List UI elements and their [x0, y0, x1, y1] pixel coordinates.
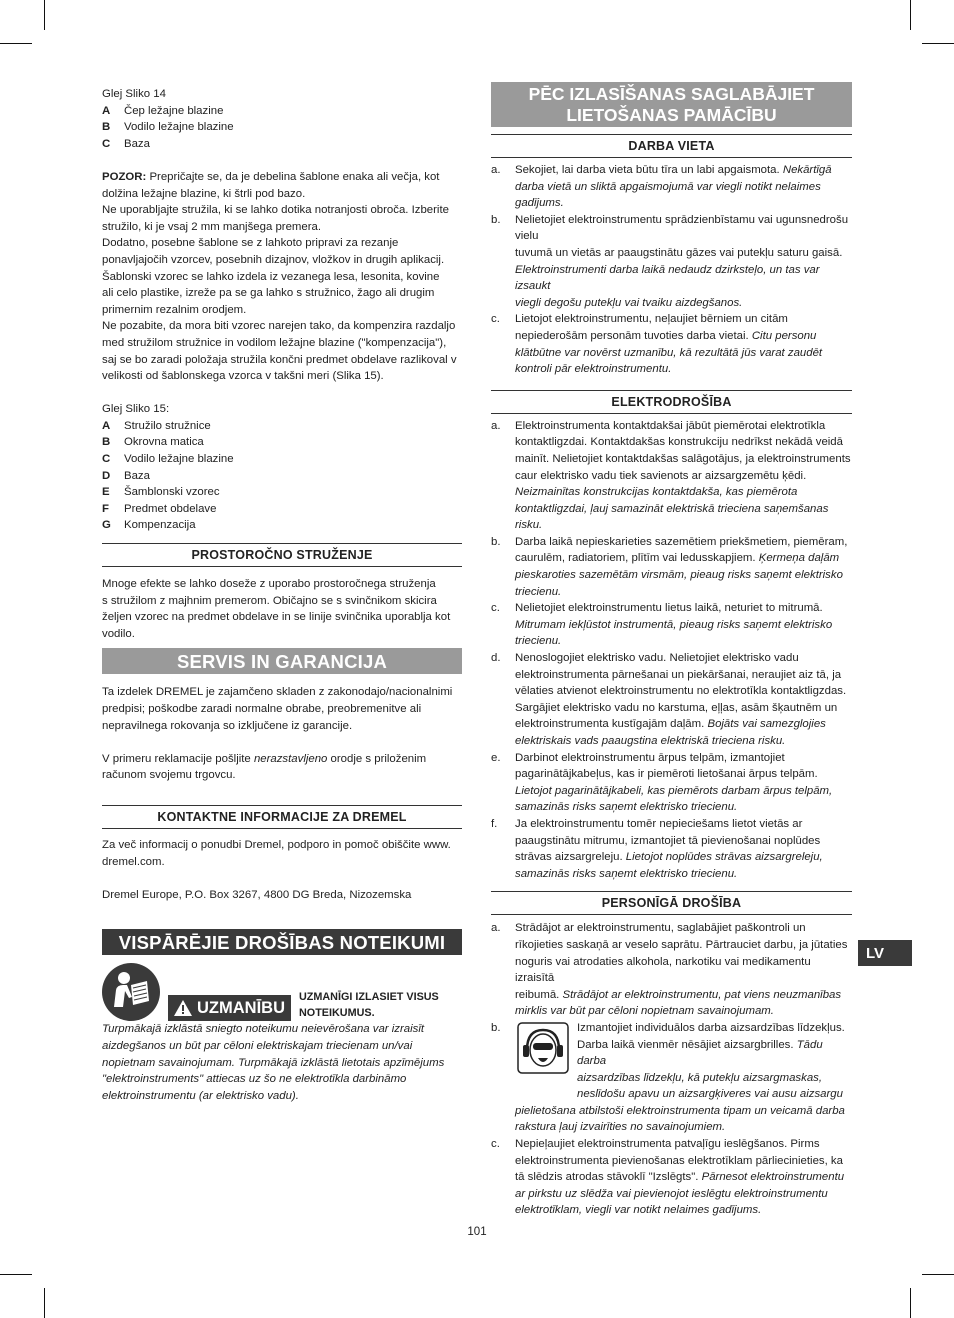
text-line [515, 501, 852, 534]
warning-text: UZMANĪGI IZLASIET VISUS NOTEIKUMUS. [299, 991, 439, 1020]
text-line [515, 328, 852, 345]
text-line: Ne uporabljajte stružila, ki se lahko dotika notranjosti obroča. Izberite [102, 204, 449, 217]
text-line: Mnoge efekte se lahko doseže z uporabo prostoročnega struženja [102, 578, 436, 591]
legend-key: E [102, 486, 110, 499]
text-line: Ne pozabite, da mora biti vzorec narejen tako, da kompenzira razdaljo [102, 320, 456, 333]
item-text [515, 534, 852, 600]
legend-key: G [102, 519, 111, 532]
legend-key: A [102, 419, 111, 432]
text-run: Izmantojiet individuālos darba aizsardzības līdzekļus. [577, 1021, 845, 1034]
text-run: noguris vai atrodaties alkohola, narkotiku vai medikamentu izraisītā [515, 955, 811, 985]
text-line [515, 1119, 852, 1136]
text-line: Šablonski vzorec se lahko izdela iz vezanega lesa, lesonita, kovine [102, 270, 440, 283]
elektrodrosiba-list [491, 418, 852, 883]
text-line [515, 633, 852, 650]
italic-run: elektrotīklam, viegli var notikt nelaimes gadījums. [515, 1204, 762, 1217]
text-run: caurulēm, radiatoriem, plītīm vai ledusskapjiem. [515, 552, 759, 565]
pozor-paragraph [102, 169, 462, 385]
legend-label: Okrovna matica [124, 436, 204, 449]
text-line [577, 1020, 852, 1037]
crop-mark [44, 0, 45, 30]
main-heading: PĒC IZLASĪŠANAS SAGLABĀJIET LIETOŠANAS PAMĀCĪBU [491, 82, 852, 129]
text-line [515, 361, 852, 378]
text-run: Darba laikā nepieskarieties sazemētiem priekšmetiem, piemēram, [515, 535, 848, 548]
text-run: Sargājiet elektrisko vadu no karstuma, eļļas, asām šķautnēm un [515, 701, 838, 714]
text-line [515, 584, 852, 601]
italic-run: samazinās risks saņemt elektrisko triecienu. [515, 867, 738, 880]
fig15-intro: Glej Sliko 15: [102, 403, 170, 416]
legend-key: B [102, 436, 111, 449]
text-line [515, 295, 852, 312]
italic-run: neslīdošu apavu un aizsargķiveres vai ausu aizsargu [577, 1088, 843, 1101]
italic-run: elektriskais vads paaugstina elektriskā trieciena risku. [515, 735, 786, 747]
text-line: dremel.com. [102, 855, 165, 868]
reklamacija-paragraph: V primeru reklamacije pošljite nerazstavljeno orodje s priloženim računom svojemu trgovcu. [102, 752, 427, 782]
crop-mark [0, 1274, 32, 1275]
text-run: tuvumā un vietās ar paaugstinātu gāzes vai putekļu saturu gaisā. [515, 246, 843, 259]
text-line [515, 1202, 852, 1219]
italic-run: Ķermeņa daļām [758, 552, 840, 565]
text-line [515, 920, 852, 937]
legend-label: Stružilo stružnice [124, 419, 211, 432]
text-line [515, 179, 852, 196]
item-letter: b. [491, 213, 501, 226]
legend-row [102, 119, 462, 136]
legend-row [102, 468, 462, 485]
crop-mark [910, 0, 911, 30]
text-line [515, 733, 852, 750]
legend-key: B [102, 121, 111, 134]
legend-key: F [102, 502, 109, 515]
item-text [515, 650, 852, 750]
item-text [515, 750, 852, 816]
legend-key: C [102, 453, 111, 466]
legend-row [102, 434, 462, 451]
legend-row [102, 451, 462, 468]
list-item [491, 311, 852, 377]
item-text [515, 162, 852, 212]
item-letter: d. [491, 652, 501, 665]
crop-mark [922, 1274, 954, 1275]
text-line [515, 245, 852, 262]
list-item [491, 418, 852, 534]
text-line [515, 195, 852, 212]
text-line [515, 766, 852, 783]
legend-key: D [102, 469, 111, 482]
warning-badge: UZMANĪBU [168, 995, 291, 1021]
text-run: paaugstinātu mitrumu, izmantojiet tā pievienošanai noplūdes [515, 834, 821, 847]
text-line: predpisi; poškodbe zaradi normalne obrabe, preobremenitve ali [102, 703, 422, 715]
text-line [515, 1003, 852, 1020]
item-letter: a. [491, 419, 501, 432]
legend-row [102, 418, 462, 435]
text-run: rīkojieties saskaņā ar veselo saprātu. Pārtrauciet darbu, ja jūtaties [515, 938, 848, 951]
text-line: s stružilom z majhnim premerom. Običajno se s svinčnikom skicira [102, 594, 437, 607]
italic-run: samazinās risks saņemt elektrisko triecienu. [515, 801, 738, 814]
text-line [515, 311, 852, 328]
legend-label: Vodilo ležajne blazine [124, 453, 234, 466]
text-run: strāvas aizsargreleju. [515, 851, 626, 864]
text-line [515, 683, 852, 700]
legend-key: C [102, 137, 111, 150]
legend-row [102, 103, 462, 120]
text-run: mainīt. Nelietojiet kontaktdakšas salāgotājus, ja elektroinstruments [515, 452, 851, 465]
text-line [577, 1086, 852, 1103]
legend-row [102, 484, 462, 501]
crop-mark [0, 43, 32, 44]
item-letter: a. [491, 164, 501, 176]
text-line [515, 451, 852, 468]
italic-run: kontroli pār elektroinstrumentu. [515, 363, 672, 376]
text-line: velikosti od šablonskega vzorca v takšni meri (Slika 15). [102, 370, 384, 383]
crop-mark [922, 43, 954, 44]
text-line: ali celo plastike, izreže pa se ga lahko s stružnico, žago ali drugim [102, 287, 435, 300]
text-run: Nepieļaujiet elektroinstrumenta patvaļīgu ieslēgšanos. Pirms [515, 1138, 820, 1151]
right-column [491, 82, 852, 1219]
text-run: tā slēdzis atrodas stāvoklī "Izslēgts". [515, 1171, 702, 1184]
italic-run: viegli degošu putekļu vai tvaiku aizdegšanos. [515, 296, 743, 309]
text-line [515, 1103, 852, 1120]
item-text [515, 816, 852, 882]
text-line [515, 954, 852, 987]
italic-run: kontaktligzdai, ļauj samazināt elektriskā trieciena saņemšanas risku. [515, 502, 829, 532]
text-line [515, 1153, 852, 1170]
section-heading-drosibas: VISPĀRĒJIE DROŠĪBAS NOTEIKUMI [102, 929, 462, 955]
text-run: Ja elektroinstrumentu tomēr nepieciešams lietot vietās ar [515, 817, 803, 830]
language-tab: LV [858, 940, 912, 966]
personiga-list [491, 920, 852, 1219]
list-item: a. Strādājot ar elektroinstrumentu, saglabājiet paškontroli un rīkojieties saskaņā ar veselo saprātu. Pārtrauciet darbu, ja jūtaties noguris vai atrodaties alkohola, narkotiku vai medikamentu izraisītā reibumā. Strādājot ar elektroinstrumentu, pat viens neuzmanības mirklis var būt par cēloni nopietnam savainojumam. [491, 920, 852, 1020]
text-line [577, 1037, 852, 1070]
kontakt-paragraph [102, 837, 462, 870]
text-line: Ta izdelek DREMEL je zajamčeno skladen z zakonodajo/nacionalnimi [102, 686, 453, 699]
text-line: aizdegšanos un būt par cēloni elektriskajam triecienam un/vai [102, 1039, 413, 1052]
text-line: nopietnam savainojumam. Turpmākajā izklāstā lietotais apzīmējums [102, 1056, 445, 1069]
list-item [491, 600, 852, 650]
text-line [515, 716, 852, 733]
fig14-intro: Glej Sliko 14 [102, 88, 166, 100]
item-text [515, 600, 852, 650]
text-run: nepiederošām personām tuvoties darba vietai. [515, 329, 752, 342]
item-letter: b. [491, 535, 501, 548]
crop-mark [910, 1288, 911, 1318]
text-run: Nenoslogojiet elektrisko vadu. Nelietojiet elektrisko vadu [515, 652, 799, 665]
text-line: ponavljajočih vzorcev, posebnih dizajnov, vložkov in drugih aplikacij. [102, 253, 445, 266]
text-line [515, 783, 852, 800]
list-item: b. Izmantojiet individuālos darba aizsardzības līdzekļus. Darba laikā vienmēr nēsājiet aizsargbrilles. Tādu darba aizsardzības līdzekļu, kā putekļu aizsargmaskas, neslīdošu apavu un aizsargķiveres vai ausu aizsargu pielietošana atbilstoši elektroinstrumenta tipam un veicamā darba rakstura ļauj izvairīties no savainojumiem. [491, 1020, 852, 1136]
text-line: med stružilom stružnice in vodilom ležajne blazine ("kompenzacija"), [102, 336, 447, 349]
italic-run: klātbūtne var novērst uzmanību, kā rezultātā jūs varat zaudēt [515, 346, 823, 359]
legend-label: Baza [124, 137, 150, 150]
text-line [515, 1169, 852, 1186]
text-line [515, 799, 852, 816]
text-run: Nelietojiet elektroinstrumentu sprādzienbīstamu vai ugunsnedrošu vielu [515, 213, 849, 243]
text-line [515, 667, 852, 684]
italic-run: pieskaroties sazemētām virsmām, pieaug risks saņemt elektrisko [515, 569, 843, 582]
section-heading-elektrodrosiba: ELEKTRODROŠĪBA [491, 390, 852, 414]
warning-italic-paragraph [102, 1021, 462, 1104]
text-line [515, 262, 852, 295]
text-line: elektroinstrumentu (ar elektrisko vadu). [102, 1089, 299, 1102]
read-manual-icon [102, 963, 160, 1021]
text-line [515, 567, 852, 584]
section-heading-prostorocno: PROSTOROČNO STRUŽENJE [102, 543, 462, 567]
fig14-legend [102, 103, 462, 153]
list-item [491, 650, 852, 750]
italic-run: triecienu. [515, 635, 562, 648]
text-line: primernim rezalnim orodjem. [102, 303, 247, 316]
legend-row [102, 501, 462, 518]
text-line [577, 1070, 852, 1087]
text-run: vēlaties atvienot elektroinstrumentu no elektrotīkla kontaktligzdas. [515, 685, 847, 698]
legend-label: Predmet obdelave [124, 502, 217, 515]
text-line: vodilo. [102, 627, 135, 640]
text-line [515, 212, 852, 245]
italic-run: Tādu darba [577, 1038, 823, 1068]
legend-key: A [102, 104, 111, 117]
text-line [515, 534, 852, 551]
text-line [515, 833, 852, 850]
text-line [515, 617, 852, 634]
text-line [515, 1136, 852, 1153]
italic-run: gadījums. [515, 197, 564, 210]
servis-paragraph [102, 684, 462, 734]
text-line [515, 434, 852, 451]
item-letter: e. [491, 751, 501, 764]
item-text [515, 418, 852, 534]
text-line [515, 550, 852, 567]
section-heading-personiga: PERSONĪGĀ DROŠĪBA [491, 891, 852, 915]
text-line: stružilo, ki je vsaj 2 mm manjšega premera. [102, 220, 322, 233]
italic-run: Nekārtīgā [782, 164, 832, 176]
text-line [515, 937, 852, 954]
text-run: kontaktligzdai. Kontaktdakšas konstrukciju nedrīkst nekādā veidā [515, 436, 843, 449]
section-heading-darba-vieta: DARBA VIETA [491, 134, 852, 158]
list-item [491, 816, 852, 882]
italic-run: aizsardzības līdzekļu, kā putekļu aizsargmaskas, [577, 1071, 823, 1084]
text-run: elektroinstrumenta pievienošanas elektrotīklam pārliecinieties, ka [515, 1154, 843, 1167]
safety-goggles-earmuffs-icon [517, 1022, 569, 1074]
text-run: elektroinstrumenta kustīgajām daļām. [515, 718, 708, 731]
text-line [515, 750, 852, 767]
text-line [515, 816, 852, 833]
italic-run: Citu personu [751, 329, 817, 342]
text-line [515, 700, 852, 717]
legend-row [102, 517, 462, 534]
italic-run: Mitrumam iekļūstot instrumentā, pieaug risks saņemt elektrisko [515, 618, 833, 631]
address: Dremel Europe, P.O. Box 3267, 4800 DG Breda, Nizozemska [102, 888, 412, 901]
text-line [515, 484, 852, 501]
text-run: Nelietojiet elektroinstrumentu lietus laikā, neturiet to mitrumā. [515, 602, 823, 615]
italic-run: Lietojot pagarinātājkabeli, kas piemērots darbam ārpus telpām, [515, 784, 833, 797]
italic-run: Neizmainītas konstrukcijas kontaktdakša, kas piemērota [515, 486, 798, 499]
legend-row [102, 136, 462, 153]
section-heading-kontakt: KONTAKTNE INFORMACIJE ZA DREMEL [102, 805, 462, 829]
text-line [515, 650, 852, 667]
legend-label: Baza [124, 469, 150, 482]
left-column [102, 86, 462, 1104]
italic-run: ar pirkstu uz slēdža vai pievienojot ieslēgtu elektroinstrumentu [515, 1187, 828, 1200]
text-line: Dodatno, posebne šablone se z lahkoto pripravi za rezanje [102, 237, 399, 250]
crop-mark [44, 1288, 45, 1318]
item-text [515, 311, 852, 377]
text-line: željen vzorec na predmet obdelave in se linije svinčnika uporablja kot [102, 611, 451, 624]
pozor-first-line: POZOR: Prepričajte se, da je debelina šablone enaka ali večja, kot [102, 170, 440, 183]
list-item [491, 212, 852, 312]
legend-label: Čep ležajne blazine [124, 104, 224, 117]
text-run: reibumā. [515, 988, 563, 1001]
warning-block [102, 963, 462, 1021]
text-run: Darba laikā vienmēr nēsājiet aizsargbrilles. [577, 1038, 797, 1051]
italic-run: Bojāts vai samezglojies [707, 718, 826, 731]
italic-run: rakstura ļauj izvairīties no savainojumiem. [515, 1121, 726, 1134]
page-number: 101 [467, 1226, 487, 1238]
text-run: Strādājot ar elektroinstrumentu, saglabājiet paškontroli un [515, 922, 806, 935]
item-text [515, 212, 852, 312]
text-run: elektroinstrumenta pārnešanai un piekāršanai, neraujiet aiz tā, ja [515, 668, 842, 681]
item-letter: c. [491, 313, 500, 326]
text-line: nepravilnega rokovanja so izključene iz garancije. [102, 719, 353, 732]
text-line [515, 866, 852, 883]
italic-run: darba vietā un sliktā apgaismojumā var viegli notikt nelaimes [515, 180, 821, 193]
text-line: saj se bo zaradi položaja stružila končni predmet obdelave razlikoval v [102, 353, 457, 366]
legend-label: Kompenzacija [124, 519, 196, 532]
text-run: caur elektrisko vadu tiek savienots ar aizsargzemētu ķēdi. [515, 469, 807, 482]
item-letter: c. [491, 602, 500, 615]
list-item [491, 534, 852, 600]
legend-label: Vodilo ležajne blazine [124, 121, 234, 134]
text-run: Darbinot elektroinstrumentu ārpus telpām, izmantojiet [515, 751, 785, 764]
text-line [515, 418, 852, 435]
text-line [515, 849, 852, 866]
darba-vieta-list [491, 162, 852, 378]
text-line [515, 600, 852, 617]
list-item [491, 750, 852, 816]
italic-run: triecienu. [515, 585, 562, 598]
text-run: pagarinātājkabeļus, kas ir piemēroti lietošanai ārpus telpām. [515, 768, 818, 781]
legend-label: Šamblonski vzorec [124, 486, 220, 499]
italic-run: Elektroinstrumenti darba laikā nedaudz dzirksteļo, un tas var izsaukt [515, 263, 820, 293]
text-run: Sekojiet, lai darba vieta būtu tīra un labi apgaismota. [515, 164, 783, 176]
text-run: Lietojot elektroinstrumentu, neļaujiet bērniem un citām [515, 313, 788, 326]
warning-triangle-icon [174, 1000, 192, 1016]
item-letter: f. [491, 817, 498, 830]
italic-run: mirklis var būt par cēloni nopietnam savainojumam. [515, 1005, 774, 1018]
italic-run: Pārnesot elektroinstrumentu [701, 1171, 845, 1184]
text-line [515, 987, 852, 1004]
text-line [515, 162, 852, 179]
text-line: Za več informacij o ponudbi Dremel, podporo in pomoč obiščite www. [102, 838, 451, 851]
list-item [491, 162, 852, 212]
text-line [515, 468, 852, 485]
italic-run: Lietojot noplūdes strāvas aizsargreleju, [625, 851, 823, 864]
fig15-legend [102, 418, 462, 534]
prostorocno-paragraph [102, 576, 462, 642]
section-heading-servis: SERVIS IN GARANCIJA [102, 648, 462, 674]
text-line [515, 345, 852, 362]
text-line: "elektroinstruments" attiecas uz šo ne elektrotīkla darbināmo [102, 1073, 407, 1086]
text-line [515, 1186, 852, 1203]
text-line: dolžina ležajne blazine, ki štrli pod bazo. [102, 187, 306, 200]
list-item: c. Nepieļaujiet elektroinstrumenta patvaļīgu ieslēgšanos. Pirms elektroinstrumenta pievienošanas elektrotīklam pārliecinieties, ka tā slēdzis atrodas stāvoklī "Izslēgts". Pārnesot elektroinstrumentu ar pirkstu uz slēdža vai pievienojot ieslēgtu elektroinstrumentu elektrotīklam, viegli var notikt nelaimes gadījums. [491, 1136, 852, 1219]
text-run: Elektroinstrumenta kontaktdakšai jābūt piemērotai elektrotīkla [515, 419, 826, 432]
italic-run: pielietošana atbilstoši elektroinstrumenta tipam un veicamā darba [515, 1104, 845, 1117]
text-line: Turpmākajā izklāstā sniegto noteikumu neievērošana var izraisīt [102, 1023, 425, 1036]
pozor-label: POZOR: [102, 170, 147, 183]
italic-run: Strādājot ar elektroinstrumentu, pat viens neuzmanības [562, 988, 842, 1001]
